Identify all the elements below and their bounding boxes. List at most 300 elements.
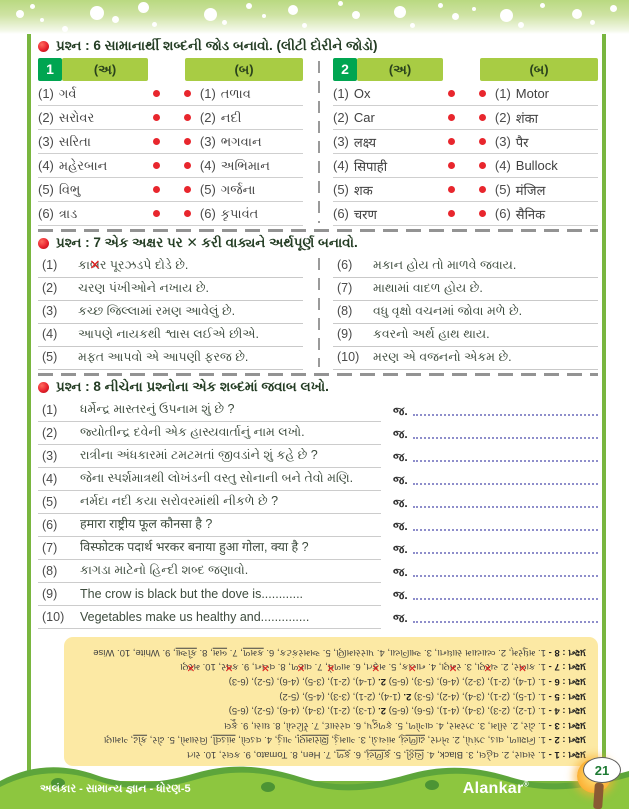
answer-cell	[381, 519, 598, 537]
answer-label: જ.	[393, 565, 408, 579]
text-segment: પ્રશ્ન : 8 -	[545, 646, 586, 658]
match-row	[333, 202, 598, 226]
sentence-text	[373, 350, 512, 365]
match-cell-a	[333, 157, 455, 175]
item-word: વિભુ	[58, 181, 81, 197]
match-dot-icon	[448, 138, 455, 145]
match-dot-icon	[479, 186, 486, 193]
match-item-b	[495, 158, 558, 173]
text-segment: ફળ	[336, 748, 351, 760]
question7-title: પ્રશ્ન : 7 એક અક્ષર પર ✕ કરી વાક્યને અર્થપૂર્ણ બનાવો.	[56, 235, 358, 250]
item-word: ગર્જના	[220, 181, 256, 197]
bubble-icon	[30, 4, 35, 9]
answer-dotted-line	[413, 598, 598, 600]
sentence-row	[38, 324, 303, 347]
page-content	[38, 35, 598, 766]
match-item-a	[333, 157, 387, 175]
answer-dotted-line	[413, 552, 598, 554]
match-cell-a	[333, 181, 455, 199]
question-text: કાગડા માટેનો હિન્દી શબ્દ જણાવો.	[80, 563, 249, 577]
text-segment: , ગાડું, 4. વડલો,	[235, 734, 298, 746]
item-number: (5)	[333, 182, 349, 197]
answer-dotted-line	[413, 414, 598, 416]
text-segment: , 9. White, 10. Wise	[93, 646, 176, 658]
item-number: (1)	[38, 86, 54, 101]
bubble-icon	[16, 10, 24, 18]
text-segment: ય ✕	[408, 659, 416, 674]
match-item-a	[38, 158, 107, 174]
text-segment: પ્રશ્ન : 7 -	[545, 661, 586, 673]
item-word: તળાવ	[220, 85, 251, 101]
red-bullet-icon	[38, 382, 49, 393]
answer-key-line	[76, 644, 586, 659]
question8-title: પ્રશ્ન : 8 નીચેના પ્રશ્નોના એક શબ્દમાં જવાબ લખો.	[56, 379, 329, 394]
bubble-icon	[610, 5, 617, 12]
answer-cell	[381, 565, 598, 583]
match-dot-icon	[184, 186, 191, 193]
item-number: (3)	[38, 134, 54, 149]
match-dot-icon	[153, 210, 160, 217]
text-segment: ર, 10. મ	[193, 661, 227, 673]
item-number: (7)	[42, 541, 58, 555]
text-segment: શિરામણ	[297, 734, 329, 746]
item-number: (2)	[38, 110, 54, 125]
bubble-icon	[338, 1, 343, 6]
footer	[0, 757, 629, 809]
item-word: लक्ष्य	[353, 134, 377, 150]
match-dot-icon	[153, 162, 160, 169]
item-number: (5)	[494, 182, 511, 197]
match-cell-b	[160, 86, 303, 102]
sentence-row	[333, 255, 598, 278]
bubble-icon	[352, 11, 360, 19]
question-text: हमारा राष्ट्रीय फूल कौनसा है ?	[80, 517, 213, 531]
item-word: સરિતા	[58, 133, 91, 149]
answer-label: જ.	[393, 496, 408, 510]
text-segment: 1. સવાર, 2. વહેલ, 3. Black, 4.	[423, 748, 546, 760]
match-cell-a	[38, 86, 160, 102]
match-cell-a	[38, 158, 160, 174]
bubble-icon	[452, 13, 459, 20]
text-segment: , 7. Hen, 8. Tomato, 9. કલર, 10. રાત	[186, 748, 337, 760]
red-bullet-icon	[38, 238, 49, 249]
match-cell-a	[333, 110, 455, 125]
match-item-b	[200, 158, 270, 174]
text-segment: પ્રશ્ન : 3 -	[545, 719, 586, 731]
item-number: (10)	[42, 610, 65, 624]
answer-label: જ.	[393, 588, 408, 602]
sentence-row	[333, 347, 598, 370]
text-segment: ફળિયું	[366, 748, 391, 760]
horizontal-dashed-divider	[38, 373, 598, 376]
text-segment: બ ✕	[519, 659, 527, 674]
tree-trunk-icon	[593, 783, 604, 809]
item-number: (10)	[337, 350, 360, 364]
match-row	[38, 82, 303, 106]
answer-key-flipped-text	[76, 644, 586, 761]
match-cell-a	[333, 205, 455, 223]
item-number: (1)	[199, 86, 216, 101]
match-dot-icon	[184, 162, 191, 169]
answer-cell	[381, 611, 598, 629]
text-segment: 1. કા	[526, 661, 546, 673]
text-segment: , વિસામો, 5. ઢોર,	[147, 734, 213, 746]
match-dot-icon	[448, 186, 455, 193]
question8-rows	[38, 399, 598, 629]
answer-label: જ.	[393, 473, 408, 487]
text-segment: , ગમાણ	[103, 734, 134, 746]
question-text: જેના સ્પર્શમાત્રથી લોખંડની વસ્તુ સોનાની બને તેવો મણિ.	[80, 471, 354, 485]
answer-key-line	[76, 659, 586, 674]
item-number: (4)	[333, 158, 349, 173]
text-segment: 2.	[378, 675, 386, 687]
red-bullet-icon	[38, 41, 49, 52]
match-table-2	[319, 58, 598, 226]
match-cell-b	[160, 158, 303, 174]
item-number: (6)	[337, 258, 353, 272]
match-cell-b	[455, 158, 598, 173]
text-segment: મફત આપવો એ આપણી ફરજ છે.	[78, 350, 249, 364]
answer-cell	[381, 473, 598, 491]
item-number: (3)	[494, 134, 511, 149]
text-segment: 1. નિશાળ, વાડ, ઝાંપો, 2. ખેતર,	[425, 734, 546, 746]
question6-heading	[38, 38, 598, 54]
item-number: (6)	[199, 206, 216, 221]
answer-label: જ.	[393, 427, 408, 441]
item-number: (9)	[337, 327, 353, 341]
bubble-icon	[262, 14, 266, 18]
match-cell-a	[38, 182, 160, 198]
match-item-a	[333, 205, 377, 223]
sentence-row	[38, 255, 303, 278]
text-segment: મકાન હોય તો માળવે જવાય.	[373, 258, 517, 272]
text-segment: કમળ	[242, 646, 264, 658]
item-word: કૃપાવંત	[220, 205, 259, 221]
question-text: જ્યોતીન્દ્ર દવેની એક હાસ્યવાર્તાનું નામ લખો.	[80, 425, 305, 439]
match-item-b	[200, 134, 262, 150]
horizontal-dashed-divider	[38, 229, 598, 232]
sentence-text	[78, 350, 248, 365]
item-number: (2)	[199, 110, 216, 125]
match-row	[38, 154, 303, 178]
table-number-badge: 2	[333, 58, 357, 81]
footer-book-title: અલંકાર - સામાન્ય જ્ઞાન - ધોરણ-5	[40, 783, 191, 795]
match-item-b	[495, 86, 549, 101]
answer-key-line	[76, 688, 586, 703]
match-dot-icon	[448, 210, 455, 217]
match-row	[333, 82, 598, 106]
match-cell-b	[455, 205, 598, 223]
text-segment: પ્રશ્ન : 2 -	[545, 734, 586, 746]
text-segment: , 5.	[390, 748, 407, 760]
question7-right-column	[319, 255, 598, 370]
bubble-icon	[152, 22, 157, 27]
match-table-header	[333, 58, 598, 81]
text-segment: 1. (1-5), (2-1), (3-4), (4-2), (5-3)	[411, 690, 546, 702]
text-segment: આપણે નાયકથી શ્વાસ લઈએ છીએ.	[78, 327, 259, 341]
match-item-b	[495, 133, 529, 151]
text-segment: ળ, 8. વ	[269, 661, 299, 673]
sentence-row	[38, 301, 303, 324]
text-segment: 2.	[403, 690, 412, 702]
bubble-icon	[138, 2, 149, 13]
match-cell-a	[333, 86, 455, 101]
match-item-a	[38, 182, 80, 198]
question7-left-column	[38, 255, 319, 370]
vertical-dashed-divider	[318, 61, 320, 223]
text-segment: મ ✕	[450, 659, 457, 674]
item-number: (5)	[42, 350, 58, 364]
match-dot-icon	[153, 138, 160, 145]
answer-dotted-line	[413, 575, 598, 577]
answer-label: જ.	[393, 450, 408, 464]
item-number: (2)	[494, 110, 511, 125]
text-segment: (1-4), (2-1), (3-5), (4-6), (5-2), (6-3)	[228, 675, 379, 687]
text-segment: ણ, 3. ર	[456, 661, 486, 673]
text-segment: ક, 5. મ	[379, 661, 409, 673]
item-word: चरण	[353, 206, 377, 222]
answer-dotted-line	[413, 460, 598, 462]
match-dot-icon	[184, 114, 191, 121]
match-cell-b	[160, 134, 303, 150]
question-text: રાત્રીના અંધકારમાં ટમટમતાં જીવડાંને શું કહે છે ?	[80, 448, 318, 462]
bubble-icon	[540, 3, 545, 8]
text-segment: , 7.	[227, 646, 243, 658]
match-dot-icon	[448, 90, 455, 97]
text-segment: ર ✕	[188, 659, 193, 674]
item-number: (5)	[199, 182, 216, 197]
bubble-icon	[590, 20, 595, 25]
answer-cell	[381, 588, 598, 606]
match-item-b	[200, 110, 242, 126]
item-number: (8)	[42, 564, 58, 578]
match-item-a	[333, 86, 371, 101]
item-number: (1)	[42, 403, 58, 417]
answer-key-box	[64, 637, 598, 766]
match-item-a	[333, 181, 373, 199]
match-dot-icon	[153, 186, 160, 193]
item-word: Bullock	[515, 158, 558, 173]
item-word: અભિમાન	[220, 157, 270, 173]
item-number: (3)	[42, 304, 58, 318]
item-word: Car	[353, 110, 375, 125]
match-item-a	[38, 110, 94, 126]
column-a-header: (અ)	[62, 58, 148, 81]
question-row	[38, 606, 598, 629]
match-dot-icon	[184, 90, 191, 97]
match-dot-icon	[479, 210, 486, 217]
question-text: Vegetables make us healthy and..............	[80, 610, 310, 624]
sentence-text	[373, 281, 483, 296]
text-segment: ર, 2. ચ	[490, 661, 519, 673]
match-dot-icon	[479, 90, 486, 97]
match-row	[38, 178, 303, 202]
item-word: सिपाही	[353, 158, 388, 174]
text-segment: કોઢ	[133, 734, 148, 746]
text-segment: ચ ✕	[262, 659, 270, 674]
text-segment: ત, 6. માળ	[333, 661, 373, 673]
sentence-text	[78, 258, 188, 273]
match-row	[333, 154, 598, 178]
match-item-b	[200, 86, 251, 102]
bubble-icon	[302, 23, 307, 28]
item-number: (9)	[42, 587, 58, 601]
match-cell-b	[160, 206, 303, 222]
answer-key-line	[76, 717, 586, 732]
answer-key-line	[76, 732, 586, 747]
text-segment: 1. ઢોર, 2. સીમ, 3. ઝરમર, 4. વાગોળ, 5. ફળદ્રુપ, 6. વરસાદ, 7. રેંટિયો, 8. ઘાસ, 9. ફૂલ	[223, 719, 546, 731]
question7-sentences	[38, 255, 598, 370]
match-row	[333, 106, 598, 130]
match-item-b	[200, 182, 256, 198]
text-segment: કચ્છ જિલ્લામાં રમણ આવેલું છે.	[78, 304, 236, 318]
answer-label: જ.	[393, 542, 408, 556]
match-table-1	[38, 58, 319, 226]
item-number: (2)	[42, 426, 58, 440]
sentence-row	[38, 278, 303, 301]
match-item-b	[495, 181, 546, 199]
sentence-text	[373, 327, 490, 342]
bubble-icon	[288, 5, 298, 15]
item-number: (6)	[333, 206, 349, 221]
text-segment: , 7. વા	[303, 661, 328, 673]
match-dot-icon	[479, 138, 486, 145]
item-number: (2)	[42, 281, 58, 295]
item-word: सैनिक	[515, 206, 546, 222]
bubble-icon	[112, 16, 119, 23]
sentence-row	[333, 301, 598, 324]
bubble-icon	[204, 8, 217, 21]
text-segment: પ્રશ્ન : 6 -	[545, 675, 586, 687]
text-segment: પ્રશ્ન : 5 -	[545, 690, 586, 702]
alankar-logo: Alankar®	[462, 780, 529, 797]
bubble-icon	[222, 20, 227, 25]
item-number: (2)	[333, 110, 349, 125]
table-number-badge: 1	[38, 58, 62, 81]
match-dot-icon	[184, 138, 191, 145]
text-segment: (1-4), (2-1), (3-3), (4-5), (5-2)	[279, 690, 404, 702]
match-dot-icon	[479, 114, 486, 121]
answer-label: જ.	[393, 404, 408, 418]
match-item-b	[495, 109, 538, 127]
item-word: पैर	[515, 134, 529, 150]
answer-cell	[381, 450, 598, 468]
sentence-text	[78, 327, 259, 342]
item-number: (4)	[42, 327, 58, 341]
answer-dotted-line	[413, 621, 598, 623]
item-number: (3)	[333, 134, 349, 149]
item-word: ગર્વ	[58, 85, 77, 101]
match-item-b	[495, 205, 545, 223]
answer-cell	[381, 427, 598, 445]
sentence-text	[78, 304, 235, 319]
match-table-header	[38, 58, 303, 81]
match-cell-a	[38, 110, 160, 126]
match-cell-a	[38, 134, 160, 150]
text-segment: વધુ વૃક્ષો વચનમાં જોવા મળે છે.	[373, 304, 523, 318]
item-number: (3)	[42, 449, 58, 463]
match-cell-b	[455, 181, 598, 199]
item-number: (1)	[333, 86, 349, 101]
sentence-row	[38, 347, 303, 370]
question-text: ધર્મેન્દ્ર માસ્તરનું ઉપનામ શું છે ?	[80, 402, 235, 416]
answer-dotted-line	[413, 506, 598, 508]
match-row	[38, 130, 303, 154]
match-row	[333, 130, 598, 154]
match-item-a	[38, 206, 77, 222]
item-number: (5)	[42, 495, 58, 509]
text-segment: પ્રશ્ન : 4 -	[545, 704, 586, 716]
match-row	[333, 178, 598, 202]
item-number: (1)	[494, 86, 511, 101]
text-segment: માંડવી	[212, 734, 236, 746]
answer-label: જ.	[393, 519, 408, 533]
text-segment: 2.	[378, 704, 386, 716]
match-row	[38, 202, 303, 226]
text-segment: ફ ✕	[372, 659, 379, 674]
item-word: Motor	[515, 86, 550, 101]
item-number: (6)	[42, 518, 58, 532]
item-word: शक	[353, 182, 373, 198]
bubble-icon	[394, 6, 406, 18]
item-word: Ox	[353, 86, 371, 101]
answer-dotted-line	[413, 437, 598, 439]
match-item-b	[200, 206, 258, 222]
item-number: (1)	[42, 258, 58, 272]
bubble-icon	[40, 18, 44, 22]
item-word: शंका	[515, 110, 538, 126]
text-segment: મરણ એ વજનનો એકમ છે.	[373, 350, 512, 364]
text-segment: , માંચડો, 3. ગામડું,	[328, 734, 401, 746]
text-segment: , 8.	[196, 646, 213, 658]
text-segment: ર પૂરઝડપે દોડે છે.	[99, 258, 189, 272]
answer-dotted-line	[413, 483, 598, 485]
text-segment: વ ✕	[226, 659, 232, 674]
answer-label: જ.	[393, 611, 408, 625]
match-item-a	[333, 133, 376, 151]
question-text: નર્મદા નદી કયા સરોવરમાંથી નીકળે છે ?	[80, 494, 279, 508]
text-segment: (1-3), (2-1), (3-4), (4-6), (5-2), (6-5)	[228, 704, 379, 716]
match-cell-a	[333, 133, 455, 151]
match-dot-icon	[184, 210, 191, 217]
item-number: (4)	[494, 158, 511, 173]
sentence-text	[373, 258, 516, 273]
text-segment: ર ✕	[485, 659, 490, 674]
text-segment: કવરનો અર્થ હાથ થાય.	[373, 327, 490, 341]
text-segment: , 6.	[350, 748, 367, 760]
question-text: The crow is black but the dove is............	[80, 587, 304, 601]
text-segment: ન, 9. ક	[231, 661, 262, 673]
item-word: ભગવાન	[220, 133, 262, 149]
match-dot-icon	[153, 114, 160, 121]
match-dot-icon	[153, 90, 160, 97]
column-b-header: (બ)	[480, 58, 598, 81]
text-segment: દ ✕	[298, 659, 303, 674]
match-cell-b	[455, 133, 598, 151]
bubble-icon	[90, 6, 104, 20]
match-row	[38, 106, 303, 130]
bubble-icon	[500, 9, 513, 22]
text-segment: 1. (1-4), (2-1), (3-2), (4-6), (5-3), (6-5)	[386, 675, 546, 687]
text-segment: ણ, 4. ના	[416, 661, 450, 673]
text-segment: ઢાળિયું	[400, 734, 425, 746]
answer-key-line	[76, 702, 586, 717]
answer-cell	[381, 404, 598, 422]
question-text: विस्फोटक पदार्थ भरकर बनाया हुआ गोला, क्या है ?	[80, 540, 309, 554]
sentence-text	[373, 304, 522, 319]
match-cell-b	[160, 110, 303, 126]
match-item-a	[38, 86, 76, 102]
